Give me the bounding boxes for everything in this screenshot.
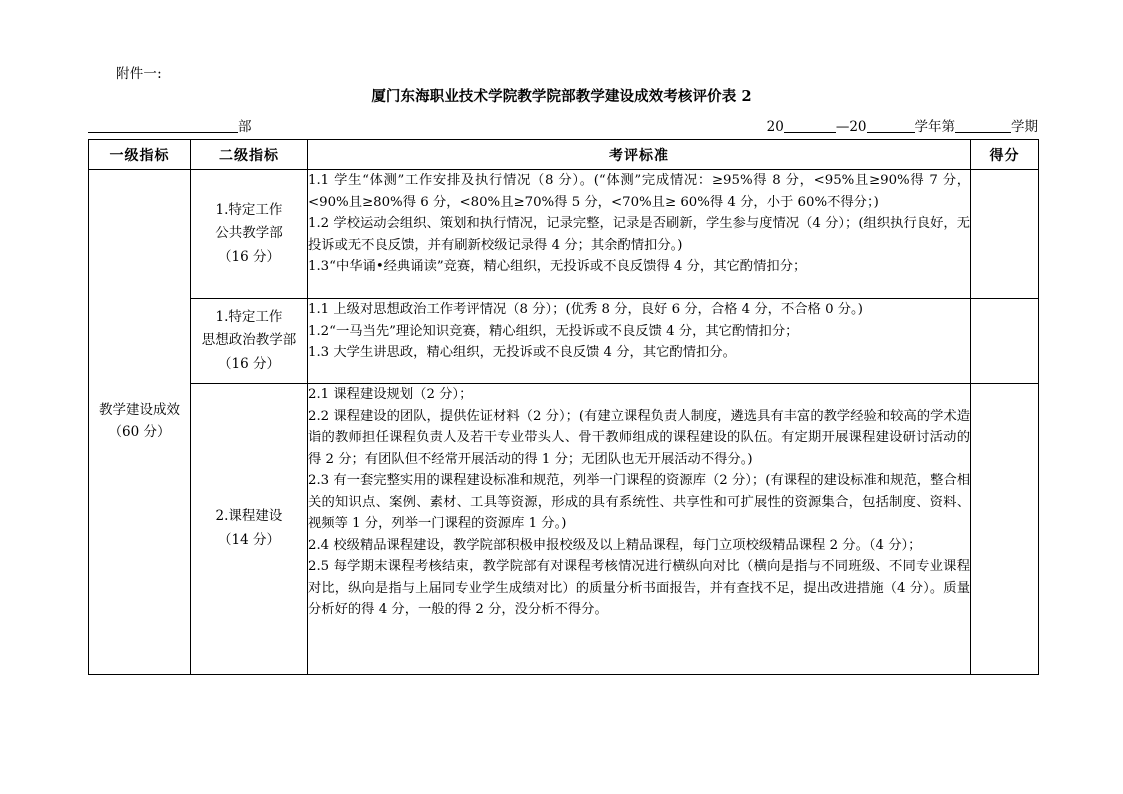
score-cell-2[interactable] [971,299,1039,384]
level2-indicator-cell-3 [191,384,308,675]
criteria-item: 2.4 校级精品课程建设，教学院部积极申报校级及以上精品课程，每门立项校级精品课程 2 分。（4 分）； [308,537,922,553]
criteria-item: 1.1 学生“体测”工作安排及执行情况（8 分）。(“体测”完成情况：≥95%得 8 分，<95%且≥90%得 7 分，<90%且≥80%得 6 分，<80%且≥70%得 5 分，<70%且≥ 60%得 4 分，小于 60%不得分；) [308,173,970,210]
criteria-item: 2.5 每学期末课程考核结束，教学院部有对课程考核情况进行横纵向对比（横向是指与不同班级、不同专业课程对比，纵向是指与上届同专业学生成绩对比）的质量分析书面报告，并有查找不足，提出改进措施（4 分）。质量分析好的得 4 分，一般的得 2 分，没分析不得分。 [308,559,970,618]
criteria-item: 2.3 有一套完整实用的课程建设标准和规范，列举一门课程的资源库（2 分）；(有课程的建设标准和规范，整合相关的知识点、案例、素材、工具等资源，形成的具有系统性、共享性和可扩展性的资源集合，包括制度、资料、视频等 1 分，列举一门课程的资源库 1 分。) [308,473,970,532]
year-prefix-1: 20 [766,119,784,135]
score-cell-3[interactable] [971,384,1039,675]
criteria-item: 2.2 课程建设的团队，提供佐证材料（2 分）；(有建立课程负责人制度，遴选具有丰富的教学经验和较高的学术造诣的教师担任课程负责人及若干专业带头人、骨干教师组成的课程建设的队伍。有定期开展课程建设研讨活动的得 2 分；有团队但不经常开展活动的得 1 分；无团队也无开展活动不得分。) [308,408,970,467]
level1-name: 教学建设成效 [99,402,180,419]
level2-indicator-cell-1 [191,170,308,299]
criteria-cell-2 [308,299,971,384]
year-blank-1[interactable] [784,132,836,133]
criteria-item: 1.2“一马当先”理论知识竞赛，精心组织，无投诉或不良反馈 4 分，其它酌情扣分； [308,323,799,339]
table-row [89,384,1039,675]
level2-points-row2: （16 分） [218,355,280,372]
criteria-cell-3 [308,384,971,675]
term-label: 学年第 [914,119,955,135]
attachment-label: 附件一: [116,66,162,82]
level2-line1-row1: 1.特定工作 [215,201,283,218]
table-header-row [89,140,1039,170]
level1-points: （60 分） [108,424,171,440]
criteria-item: 1.2 学校运动会组织、策划和执行情况，记录完整，记录是否刷新，学生参与度情况（4 分）；(组织执行良好，无投诉或无不良反馈，并有刷新校级记录得 4 分；其余酌情扣分。) [308,216,970,253]
academic-year-term-field [767,115,1038,135]
header-level1-indicator: 一级指标 [89,140,191,170]
criteria-item: 1.3“中华诵•经典诵读”竞赛，精心组织，无投诉或不良反馈得 4 分，其它酌情扣分； [308,259,807,275]
year-blank-2[interactable] [867,132,915,133]
page-title: 厦门东海职业技术学院教学院部教学建设成效考核评价表 2 [371,88,752,105]
level2-line2-row1: 公共教学部 [215,225,283,242]
level2-line2-row2: 思想政治教学部 [201,332,297,349]
header-level2-indicator: 二级指标 [191,140,308,170]
year-dash: — [835,119,850,135]
table-row [89,170,1039,299]
header-score: 得分 [971,140,1039,170]
department-blank-field [88,115,252,135]
score-cell-1[interactable] [971,170,1039,299]
level1-indicator-cell [89,170,191,675]
department-blank[interactable] [88,132,238,133]
level2-points-row1: （16 分） [218,248,280,265]
term-blank[interactable] [955,132,1011,133]
level2-indicator-cell-2 [191,299,308,384]
level2-line1-row3: 2.课程建设 [215,508,283,525]
year-prefix-2: 20 [849,119,867,135]
criteria-cell-1 [308,170,971,299]
department-suffix-label: 部 [238,119,252,135]
level2-line1-row2: 1.特定工作 [215,308,283,325]
term-suffix-label: 学期 [1011,119,1038,135]
criteria-item: 1.3 大学生讲思政，精心组织，无投诉或不良反馈 4 分，其它酌情扣分。 [308,345,736,361]
header-criteria: 考评标准 [308,140,971,170]
table-row [89,299,1039,384]
evaluation-table [88,139,1039,675]
level2-points-row3: （14 分） [218,532,280,548]
subheader-line [88,115,1038,135]
criteria-item: 1.1 上级对思想政治工作考评情况（8 分）；(优秀 8 分，良好 6 分，合格 4 分，不合格 0 分。) [308,302,863,317]
criteria-item: 2.1 课程建设规划（2 分）； [308,387,473,402]
